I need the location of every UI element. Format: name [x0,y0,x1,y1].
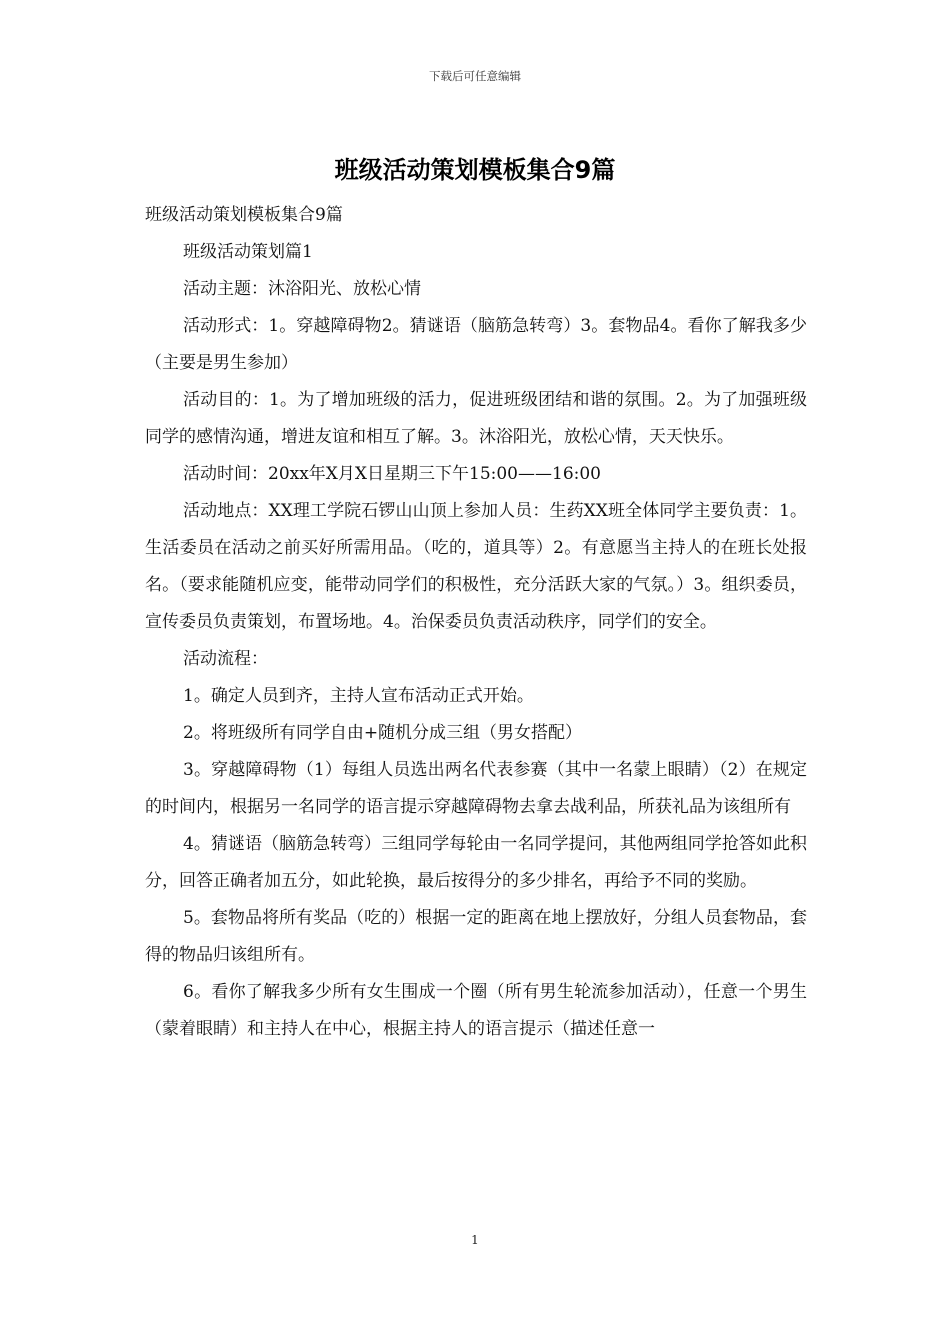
body-paragraph: 班级活动策划篇1 [183,242,313,262]
header-note: 下载后可任意编辑 [429,69,521,83]
body-paragraph: 活动目的：1。为了增加班级的活力，促进班级团结和谐的氛围。2。为了加强班级同学的感情沟通，增进友谊和相互了解。3。沐浴阳光，放松心情，天天快乐。 [145,390,807,447]
body-paragraph: 活动主题：沐浴阳光、放松心情 [183,279,421,299]
body-paragraph: 3。穿越障碍物（1）每组人员选出两名代表参赛（其中一名蒙上眼睛）（2）在规定的时间内，根据另一名同学的语言提示穿越障碍物去拿去战利品，所获礼品为该组所有 [145,760,807,817]
body-paragraph: 4。猜谜语（脑筋急转弯）三组同学每轮由一名同学提问，其他两组同学抢答如此积分，回答正确者加五分，如此轮换，最后按得分的多少排名，再给予不同的奖励。 [145,834,807,891]
body-paragraph: 5。套物品将所有奖品（吃的）根据一定的距离在地上摆放好，分组人员套物品，套得的物品归该组所有。 [145,908,807,965]
body-paragraph: 班级活动策划模板集合9篇 [145,205,343,225]
page-number: 1 [471,1233,479,1247]
body-paragraph: 6。看你了解我多少所有女生围成一个圈（所有男生轮流参加活动），任意一个男生（蒙着眼睛）和主持人在中心，根据主持人的语言提示（描述任意一 [145,982,807,1039]
body-paragraph: 2。将班级所有同学自由+随机分成三组（男女搭配） [183,723,583,743]
body-paragraph: 活动流程： [183,649,268,669]
document-title: 班级活动策划模板集合9篇 [334,156,616,184]
document-body [145,197,807,1048]
body-paragraph: 活动地点：XX理工学院石锣山山顶上参加人员：生药XX班全体同学主要负责：1。生活委员在活动之前买好所需用品。（吃的，道具等）2。有意愿当主持人的在班长处报名。（要求能随机应变，能带动同学们的积极性，充分活跃大家的气氛。）3。组织委员，宣传委员负责策划，布置场地。4。治保委员负责活动秩序，同学们的安全。 [145,501,807,632]
body-paragraph: 活动时间：20xx年X月X日星期三下午15:00——16:00 [183,464,601,484]
body-paragraph: 活动形式：1。穿越障碍物2。猜谜语（脑筋急转弯）3。套物品4。看你了解我多少（主要是男生参加） [145,316,807,373]
body-paragraph: 1。确定人员到齐，主持人宣布活动正式开始。 [183,686,534,706]
